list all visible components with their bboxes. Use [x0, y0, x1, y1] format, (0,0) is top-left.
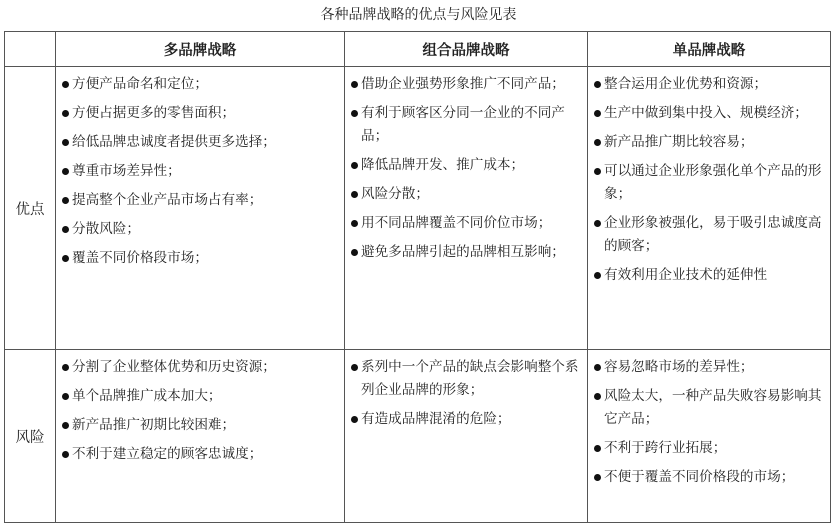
- list-item: 给低品牌忠诚度者提供更多选择；: [61, 131, 340, 154]
- list-item: 覆盖不同价格段市场；: [61, 247, 340, 270]
- list-item: 企业形象被强化，易于吸引忠诚度高的顾客；: [593, 212, 826, 258]
- row-header-risks: 风险: [5, 350, 56, 523]
- list-item: 新产品推广期比较容易；: [593, 131, 826, 154]
- list-item: 整合运用企业优势和资源；: [593, 73, 826, 96]
- cell-risks-multi: [56, 350, 345, 523]
- cell-risks-combined: [345, 350, 588, 523]
- table-title: 各种品牌战略的优点与风险见表: [320, 7, 517, 23]
- cell-advantages-single: [588, 67, 831, 350]
- list-item: 单个品牌推广成本加大；: [61, 385, 340, 408]
- list-item: 降低品牌开发、推广成本；: [350, 154, 583, 177]
- list-item: 尊重市场差异性；: [61, 160, 340, 183]
- list-item: 分割了企业整体优势和历史资源；: [61, 356, 340, 379]
- list-item: 避免多品牌引起的品牌相互影响；: [350, 241, 583, 264]
- list-item: 用不同品牌覆盖不同价位市场；: [350, 212, 583, 235]
- list-item: 新产品推广初期比较困难；: [61, 414, 340, 437]
- header-row: [5, 32, 831, 67]
- corner-cell: [5, 32, 56, 67]
- column-header-multi-brand: 多品牌战略: [56, 32, 345, 67]
- row-header-advantages: 优点: [5, 67, 56, 350]
- list-item: 风险分散；: [350, 183, 583, 206]
- cell-advantages-multi: [56, 67, 345, 350]
- column-header-single-brand: 单品牌战略: [588, 32, 831, 67]
- list-item: 分散风险；: [61, 218, 340, 241]
- list-item: 风险太大，一种产品失败容易影响其它产品；: [593, 385, 826, 431]
- list-item: 不便于覆盖不同价格段的市场；: [593, 466, 826, 489]
- cell-risks-single: [588, 350, 831, 523]
- cell-advantages-combined: [345, 67, 588, 350]
- list-item: 提高整个企业产品市场占有率；: [61, 189, 340, 212]
- strategy-table: [4, 31, 831, 523]
- list-item: 有造成品牌混淆的危险；: [350, 408, 583, 431]
- list-item: 不利于跨行业拓展；: [593, 437, 826, 460]
- list-item: 不利于建立稳定的顾客忠诚度；: [61, 443, 340, 466]
- list-item: 系列中一个产品的缺点会影响整个系列企业品牌的形象；: [350, 356, 583, 402]
- list-item: 有效利用企业技术的延伸性: [593, 264, 826, 287]
- list-item: 容易忽略市场的差异性；: [593, 356, 826, 379]
- list-item: 可以通过企业形象强化单个产品的形象；: [593, 160, 826, 206]
- list-item: 方便产品命名和定位；: [61, 73, 340, 96]
- table-row-risks: [5, 350, 831, 523]
- column-header-combined-brand: 组合品牌战略: [345, 32, 588, 67]
- list-item: 有利于顾客区分同一企业的不同产品；: [350, 102, 583, 148]
- list-item: 借助企业强势形象推广不同产品；: [350, 73, 583, 96]
- list-item: 生产中做到集中投入、规模经济；: [593, 102, 826, 125]
- table-row-advantages: [5, 67, 831, 350]
- list-item: 方便占据更多的零售面积；: [61, 102, 340, 125]
